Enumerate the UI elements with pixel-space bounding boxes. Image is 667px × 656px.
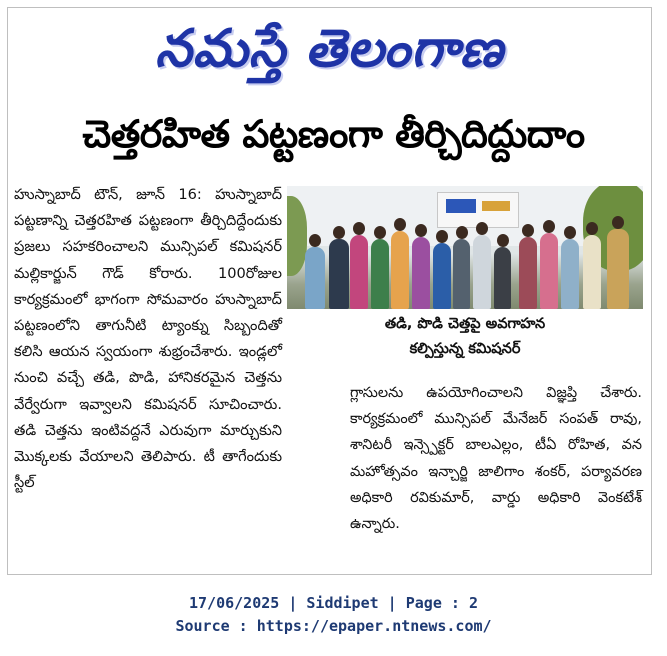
article-paragraph: గ్లాసులను ఉపయోగించాలని విజ్ఞప్తి చేశారు. కార్యక్రమంలో మున్సిపల్ మేనేజర్ సంపత్ రావు, శానిటరీ ఇన్స్పెక్టర్ బాలఎల్లం, టీఏ రోహిత, వన మహోత్సవం ఇన్చార్జి జాలిగాం శంకర్, పర్యావరణ అధికారి రవికుమార్, వార్డు అధికారి వెంకటేశ్ ఉన్నారు. xyxy=(350,385,642,533)
photo-caption-line-2: కల్పిస్తున్న కమిషనర్ xyxy=(409,341,521,357)
article-body-right-column xyxy=(350,380,642,537)
dateline: 17/06/2025 | Siddipet | Page : 2 xyxy=(189,594,478,612)
photo-caption xyxy=(287,312,643,362)
article-body-left-column xyxy=(14,182,282,496)
article-paragraph: హుస్నాబాద్ టౌన్, జూన్ 16: హుస్నాబాద్ పట్టణాన్ని చెత్తరహిత పట్టణంగా తీర్చిదిద్దేందుకు ప్రజలు సహకరించాలని మున్సిపల్ కమిషనర్ మల్లికార్జున్ గౌడ్ కోరారు. 100రోజుల కార్యక్రమంలో భాగంగా సోమవారం హుస్నాబాద్ పట్టణంలోని తాగునీటి ట్యాంక్ను సిబ్బందితో కలిసి ఆయన స్వయంగా శుభ్రంచేశారు. ఇండ్లలో నుంచి వచ్చే తడి, పొడి, హానికరమైన చెత్తను వేర్వేరుగా ఇవ్వాలని కమిషనర్ సూచించారు. తడి చెత్తను ఇంటివద్దనే ఎరువుగా మార్చుకుని మొక్కలకు వేయాలని తెలిపారు. టీ తాగేందుకు స్టీల్ xyxy=(14,186,282,492)
source-link[interactable]: Source : https://epaper.ntnews.com/ xyxy=(175,617,492,635)
masthead xyxy=(8,12,651,90)
article-photo xyxy=(287,186,643,309)
photo-caption-line-1: తడి, పొడి చెత్తపై అవగాహన xyxy=(384,316,546,332)
newspaper-title: నమస్తే తెలంగాణ xyxy=(155,18,504,79)
clipping-footer xyxy=(0,592,667,638)
article-headline: చెత్తరహిత పట్టణంగా తీర్చిదిద్దుదాం xyxy=(82,112,585,156)
